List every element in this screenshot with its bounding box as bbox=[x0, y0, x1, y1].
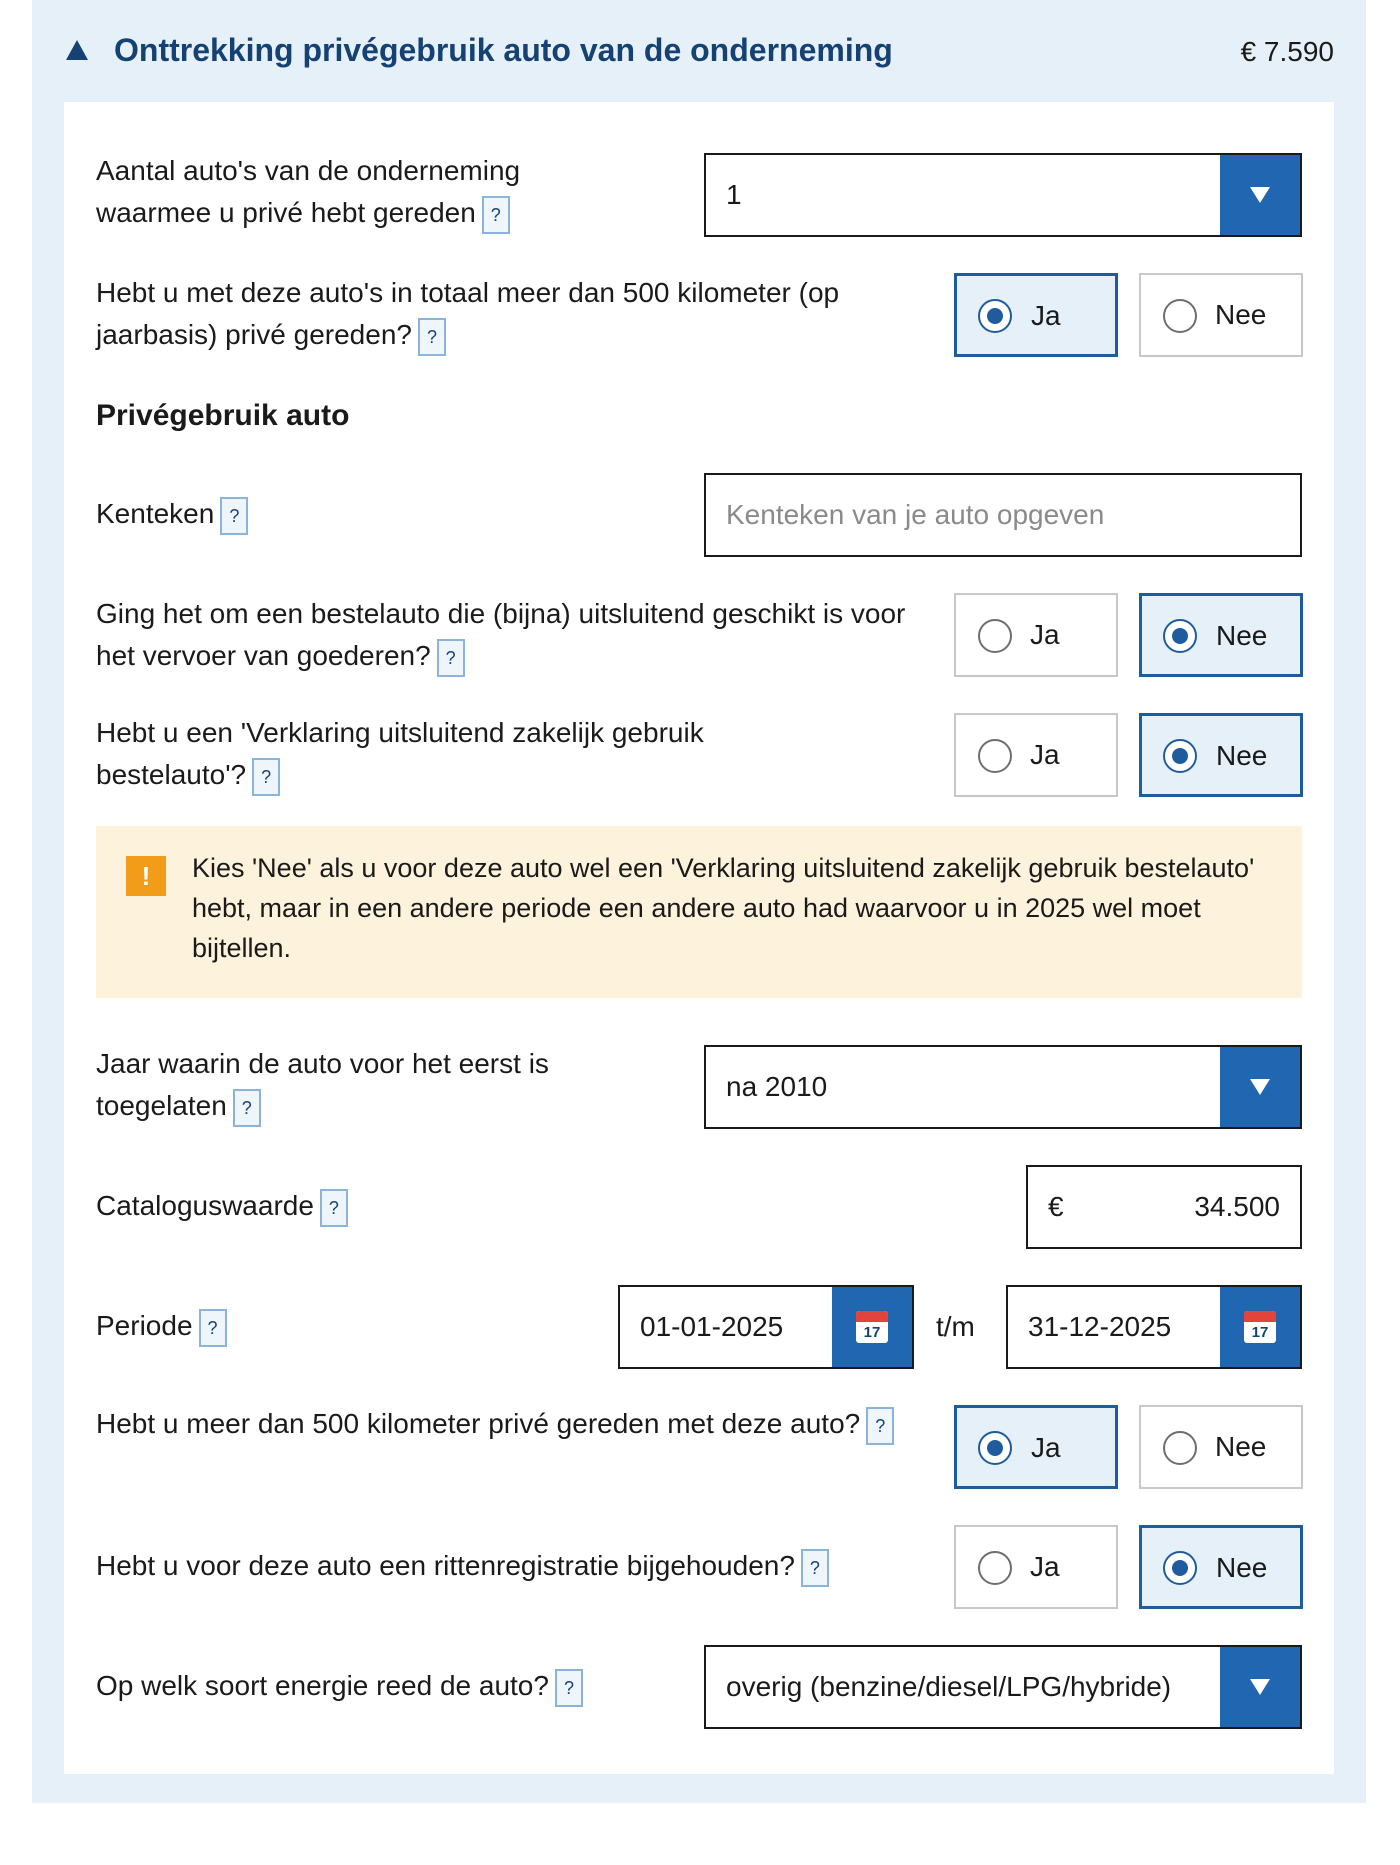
warning-box bbox=[96, 826, 1302, 998]
kenteken-label: Kenteken ? bbox=[96, 493, 248, 535]
help-icon[interactable]: ? bbox=[199, 1309, 227, 1347]
energie-label: Op welk soort energie reed de auto? ? bbox=[96, 1665, 583, 1707]
chevron-down-icon bbox=[1250, 1679, 1270, 1695]
dropdown-button[interactable] bbox=[1220, 1647, 1300, 1727]
rittenregistratie-nee-radio[interactable]: Nee bbox=[1139, 1525, 1303, 1609]
totaal-500km-nee-radio[interactable]: Nee bbox=[1139, 273, 1303, 357]
section-title: Onttrekking privégebruik auto van de onderneming bbox=[114, 32, 893, 68]
radio-selected-icon bbox=[1163, 1551, 1197, 1585]
rittenregistratie-label: Hebt u voor deze auto een rittenregistratie bijgehouden? ? bbox=[96, 1545, 956, 1587]
calendar-button[interactable] bbox=[1220, 1287, 1300, 1367]
periode-van-input[interactable] bbox=[618, 1285, 914, 1369]
verklaring-ja-radio[interactable]: Ja bbox=[954, 713, 1118, 797]
periode-van-value: 01-01-2025 bbox=[640, 1311, 784, 1342]
radio-unselected-icon bbox=[1163, 1431, 1197, 1465]
energie-select[interactable] bbox=[704, 1645, 1302, 1729]
help-icon[interactable]: ? bbox=[866, 1407, 894, 1445]
chevron-down-icon bbox=[1250, 1079, 1270, 1095]
section-header[interactable] bbox=[32, 0, 1366, 102]
radio-selected-icon bbox=[1163, 619, 1197, 653]
energie-value: overig (benzine/diesel/LPG/hybride) bbox=[726, 1671, 1172, 1702]
radio-selected-icon bbox=[1163, 739, 1197, 773]
verklaring-label: Hebt u een 'Verklaring uitsluitend zakelijk gebruik bestelauto'? ? bbox=[96, 712, 816, 796]
totaal-500km-label: Hebt u met deze auto's in totaal meer dan 500 kilometer (op jaarbasis) privé gereden? ? bbox=[96, 272, 926, 356]
help-icon[interactable]: ? bbox=[482, 196, 510, 234]
periode-separator: t/m bbox=[936, 1311, 975, 1342]
auto-500km-nee-radio[interactable]: Nee bbox=[1139, 1405, 1303, 1489]
periode-tot-input[interactable] bbox=[1006, 1285, 1302, 1369]
cataloguswaarde-value: 34.500 bbox=[1194, 1191, 1280, 1222]
auto-500km-ja-radio[interactable]: Ja bbox=[954, 1405, 1118, 1489]
jaar-select[interactable] bbox=[704, 1045, 1302, 1129]
help-icon[interactable]: ? bbox=[220, 497, 248, 535]
calendar-icon: 17 bbox=[856, 1311, 888, 1343]
cataloguswaarde-input[interactable] bbox=[1026, 1165, 1302, 1249]
periode-tot-value: 31-12-2025 bbox=[1028, 1311, 1172, 1342]
help-icon[interactable]: ? bbox=[418, 318, 446, 356]
help-icon[interactable]: ? bbox=[801, 1549, 829, 1587]
help-icon[interactable]: ? bbox=[252, 758, 280, 796]
help-icon[interactable]: ? bbox=[555, 1669, 583, 1707]
aantal-autos-label: Aantal auto's van de onderneming waarmee u privé hebt gereden ? bbox=[96, 150, 616, 234]
bestelauto-ja-radio[interactable]: Ja bbox=[954, 593, 1118, 677]
aantal-autos-value: 1 bbox=[726, 179, 742, 210]
radio-unselected-icon bbox=[978, 739, 1012, 773]
kenteken-input[interactable] bbox=[704, 473, 1302, 557]
bestelauto-nee-radio[interactable]: Nee bbox=[1139, 593, 1303, 677]
radio-unselected-icon bbox=[978, 1551, 1012, 1585]
rittenregistratie-ja-radio[interactable]: Ja bbox=[954, 1525, 1118, 1609]
radio-selected-icon bbox=[978, 299, 1012, 333]
periode-label: Periode ? bbox=[96, 1305, 227, 1347]
aantal-autos-select[interactable] bbox=[704, 153, 1302, 237]
radio-selected-icon bbox=[978, 1431, 1012, 1465]
help-icon[interactable]: ? bbox=[233, 1089, 261, 1127]
warning-icon: ! bbox=[126, 856, 166, 896]
calendar-icon: 17 bbox=[1244, 1311, 1276, 1343]
cataloguswaarde-label: Cataloguswaarde ? bbox=[96, 1185, 348, 1227]
calendar-button[interactable] bbox=[832, 1287, 912, 1367]
warning-text: Kies 'Nee' als u voor deze auto wel een 'Verklaring uitsluitend zakelijk gebruik bestelauto' hebt, maar in een andere periode een andere auto had waarvoor u in 2025 wel moet bijtellen. bbox=[192, 853, 1255, 963]
dropdown-button[interactable] bbox=[1220, 1047, 1300, 1127]
radio-unselected-icon bbox=[1163, 299, 1197, 333]
radio-unselected-icon bbox=[978, 619, 1012, 653]
help-icon[interactable]: ? bbox=[320, 1189, 348, 1227]
jaar-label: Jaar waarin de auto voor het eerst is toegelaten ? bbox=[96, 1043, 616, 1127]
bestelauto-label: Ging het om een bestelauto die (bijna) uitsluitend geschikt is voor het vervoer van goederen? ? bbox=[96, 593, 926, 677]
help-icon[interactable]: ? bbox=[437, 639, 465, 677]
auto-500km-label: Hebt u meer dan 500 kilometer privé gereden met deze auto? ? bbox=[96, 1403, 926, 1445]
verklaring-nee-radio[interactable]: Nee bbox=[1139, 713, 1303, 797]
currency-symbol: € bbox=[1048, 1191, 1064, 1222]
totaal-500km-ja-radio[interactable]: Ja bbox=[954, 273, 1118, 357]
chevron-down-icon bbox=[1250, 187, 1270, 203]
privegebruik-heading: Privégebruik auto bbox=[96, 399, 350, 432]
section-amount: € 7.590 bbox=[1240, 36, 1334, 67]
jaar-value: na 2010 bbox=[726, 1071, 828, 1102]
triangle-up-icon[interactable] bbox=[66, 40, 88, 60]
dropdown-button[interactable] bbox=[1220, 155, 1300, 235]
